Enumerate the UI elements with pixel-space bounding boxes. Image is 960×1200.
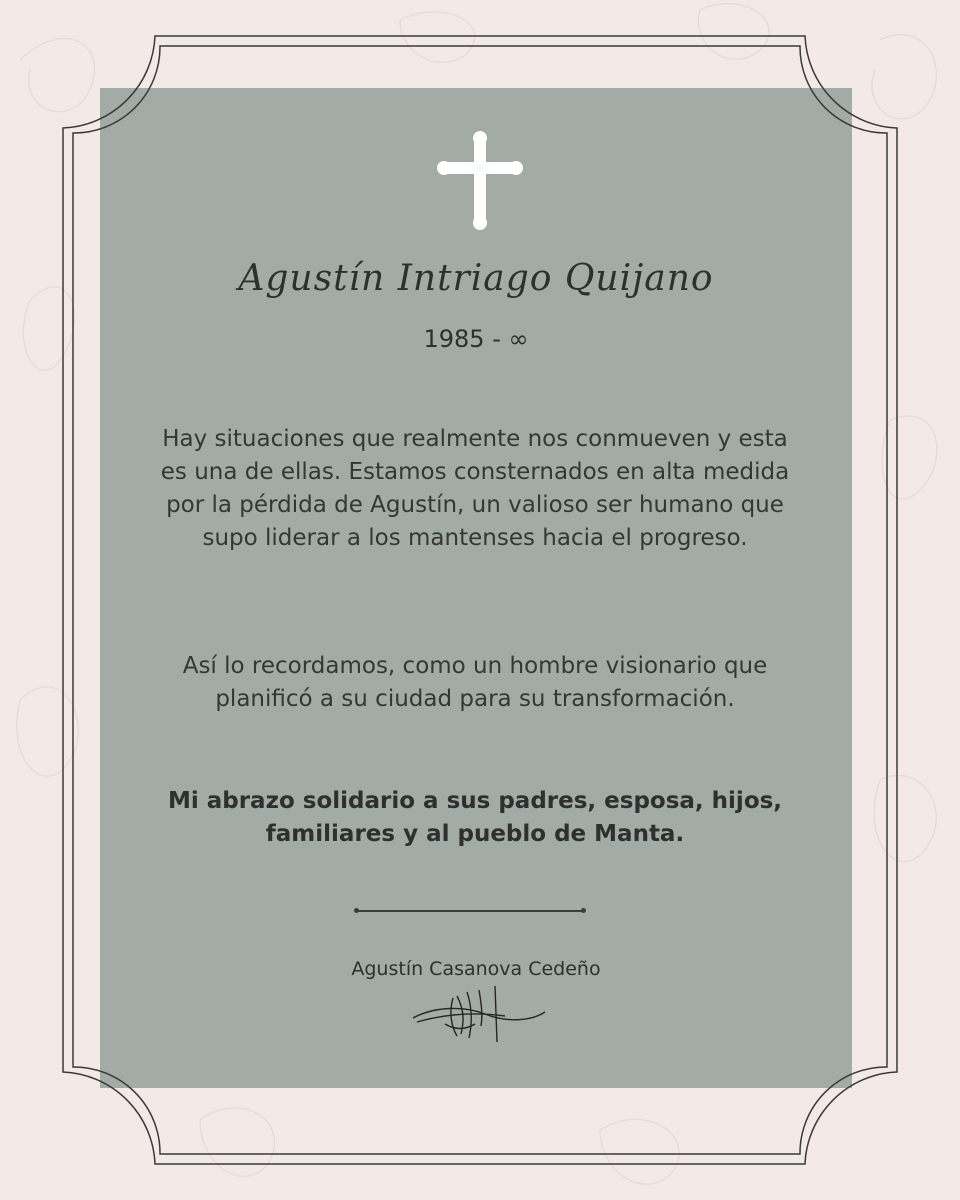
signer-name: Agustín Casanova Cedeño [351,958,601,980]
life-years: 1985 - ∞ [423,325,529,353]
condolence-paragraph-2: Así lo recordamos, como un hombre visionario que planificó a su ciudad para su transformación. [182,653,768,712]
condolence-paragraph-3: Mi abrazo solidario a sus padres, esposa, hijos, familiares y al pueblo de Manta. [167,788,783,847]
cross-icon [436,130,524,230]
divider-line [356,910,584,912]
handwritten-signature [405,978,555,1048]
deceased-name: Agustín Intriago Quijano [238,258,714,299]
memorial-panel [100,88,852,1088]
condolence-paragraph-1: Hay situaciones que realmente nos conmueven y esta es una de ellas. Estamos consternados en alta medida por la pérdida de Agustín, un valioso ser humano que supo liderar a los mantenses hacia el progreso. [160,426,790,551]
